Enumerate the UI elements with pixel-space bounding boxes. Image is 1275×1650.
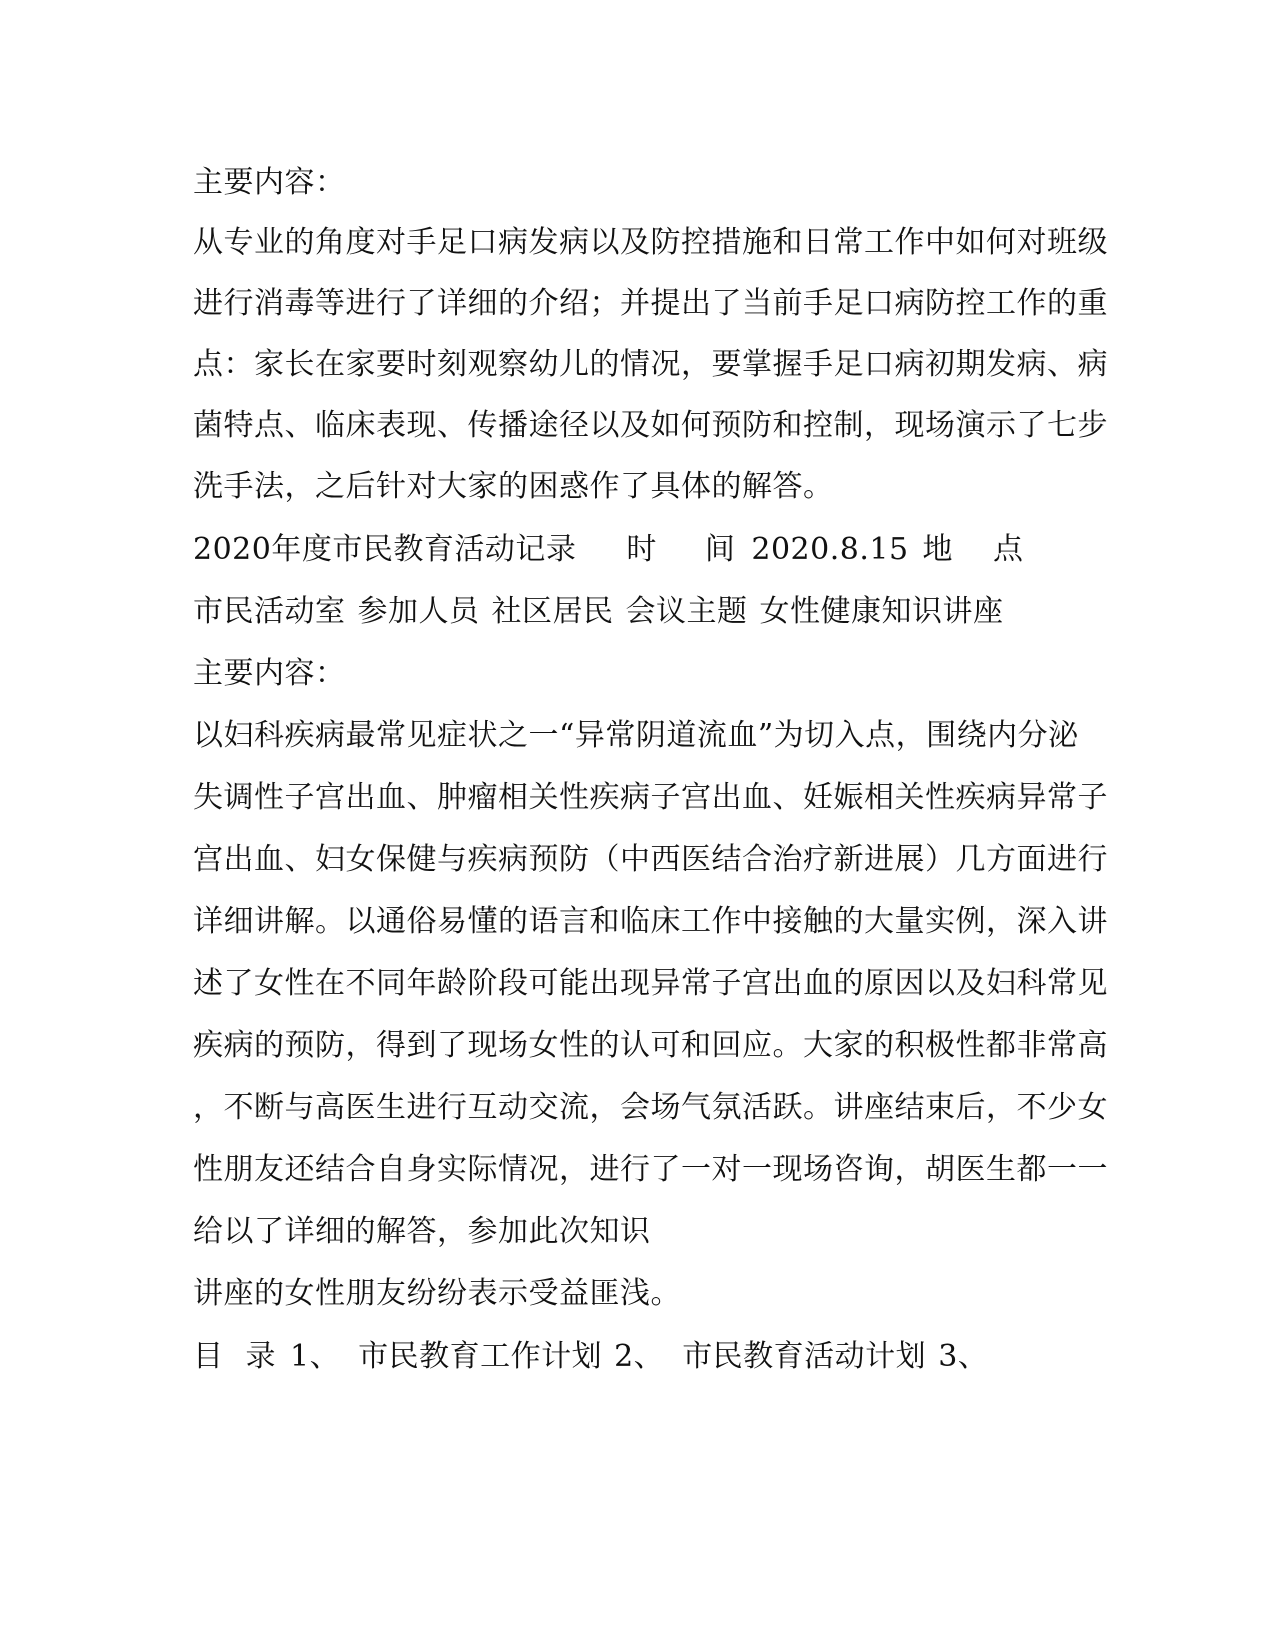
toc-item-title: 市民教育活动计划 [682, 1339, 927, 1374]
toc-label-1: 目 [193, 1339, 224, 1374]
paragraph-line: 洗手法，之后针对大家的困惑作了具体的解答。 [193, 469, 834, 504]
participants-value: 社区居民 [491, 594, 614, 629]
paragraph-line: ，不断与高医生进行互动交流，会场气氛活跃。讲座结束后，不少女 [193, 1090, 1108, 1125]
paragraph-line: 进行消毒等进行了详细的介绍；并提出了当前手足口病防控工作的重 [193, 286, 1108, 321]
record-date: 2020.8.15 [751, 532, 909, 567]
toc-item-number: 3、 [938, 1339, 989, 1374]
place-label-2: 点 [993, 532, 1024, 567]
section-heading: 主要内容： [193, 165, 346, 200]
paragraph-line: 宫出血、妇女保健与疾病预防（中西医结合治疗新进展）几方面进行 [193, 842, 1108, 877]
paragraph-line: 失调性子宫出血、肿瘤相关性疾病子宫出血、妊娠相关性疾病异常子 [193, 780, 1108, 815]
record-title: 2020年度市民教育活动记录 [193, 532, 577, 567]
topic-label: 会议主题 [625, 594, 748, 629]
paragraph-line: 给以了详细的解答，参加此次知识 [193, 1214, 651, 1249]
participants-label: 参加人员 [357, 594, 480, 629]
time-label-2: 间 [704, 532, 736, 567]
paragraph-line: 菌特点、临床表现、传播途径以及如何预防和控制，现场演示了七步 [193, 408, 1108, 443]
paragraph-line: 性朋友还结合自身实际情况，进行了一对一现场咨询，胡医生都一一 [193, 1152, 1108, 1187]
paragraph-line: 讲座的女性朋友纷纷表示受益匪浅。 [193, 1276, 681, 1311]
paragraph-line: 点：家长在家要时刻观察幼儿的情况，要掌握手足口病初期发病、病 [193, 347, 1108, 382]
paragraph-line: 以妇科疾病最常见症状之一“异常阴道流血”为切入点，围绕内分泌 [193, 718, 1079, 753]
toc-item-title: 市民教育工作计划 [358, 1339, 603, 1374]
place-label-1: 地 [922, 532, 954, 567]
paragraph-line: 疾病的预防，得到了现场女性的认可和回应。大家的积极性都非常高 [193, 1028, 1108, 1063]
toc-item-number: 2、 [614, 1339, 665, 1374]
paragraph-line: 从专业的角度对手足口病发病以及防控措施和日常工作中如何对班级 [193, 225, 1108, 260]
record-header-line [193, 533, 1024, 567]
paragraph-line: 详细讲解。以通俗易懂的语言和临床工作中接触的大量实例，深入讲 [193, 904, 1108, 939]
record-details-line [193, 595, 1004, 629]
toc-item-number: 1、 [290, 1339, 341, 1374]
toc-line [193, 1340, 988, 1374]
toc-label-2: 录 [245, 1339, 276, 1374]
section-heading: 主要内容： [193, 656, 346, 691]
time-label-1: 时 [626, 532, 657, 567]
topic-value: 女性健康知识讲座 [759, 594, 1004, 629]
record-place: 市民活动室 [193, 594, 346, 629]
paragraph-line: 述了女性在不同年龄阶段可能出现异常子宫出血的原因以及妇科常见 [193, 966, 1108, 1001]
